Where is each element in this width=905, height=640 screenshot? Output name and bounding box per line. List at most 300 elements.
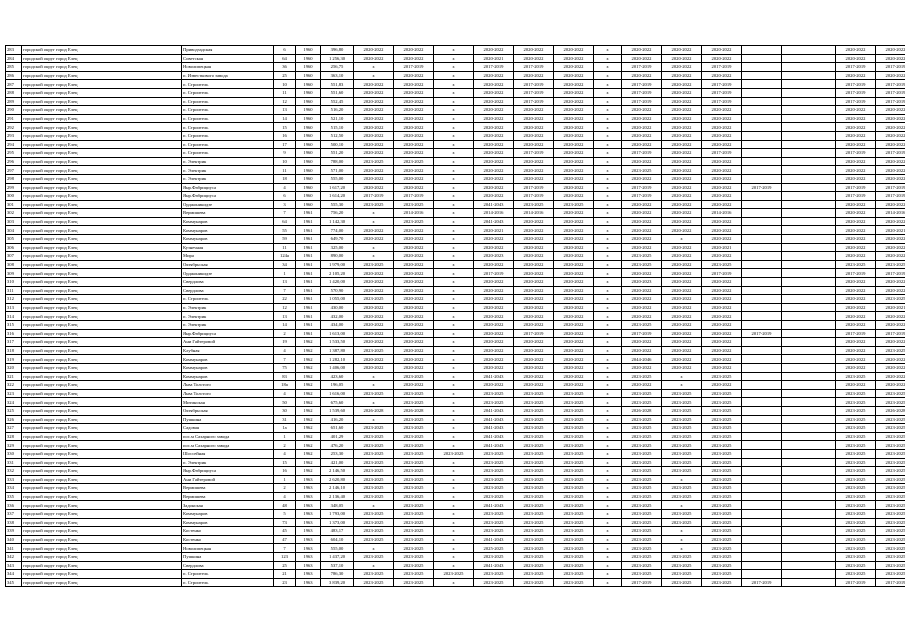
cell-municipality: городской округ город Елец <box>22 492 182 501</box>
cell-repair-period-9: 2023-2025 <box>662 441 702 450</box>
cell-repair-period-7: х <box>594 252 622 261</box>
cell-municipality: городской округ город Елец <box>22 46 182 55</box>
cell-repair-period-4: 2020-2022 <box>474 46 514 55</box>
cell-repair-period-12 <box>782 303 836 312</box>
cell-house-number: 55 <box>274 226 296 235</box>
cell-municipality: городской округ город Елец <box>22 432 182 441</box>
cell-repair-period-11 <box>742 510 782 519</box>
cell-repair-period-12 <box>782 243 836 252</box>
cell-area: 1 420,00 <box>321 278 354 287</box>
cell-repair-period-3: х <box>434 269 474 278</box>
cell-repair-period-9: 2020-2022 <box>662 278 702 287</box>
cell-year-built: 1962 <box>296 449 321 458</box>
cell-repair-period-2: 2017-2019 <box>394 63 434 72</box>
cell-house-number: 4 <box>274 389 296 398</box>
cell-repair-period-5: 2023-2025 <box>514 535 554 544</box>
cell-repair-period-12 <box>782 321 836 330</box>
cell-repair-period-5: 2023-2025 <box>514 578 554 587</box>
cell-house-number: 2 <box>274 484 296 493</box>
cell-repair-period-8: 2023-2025 <box>622 166 662 175</box>
cell-repair-period-8: 2023-2025 <box>622 527 662 536</box>
cell-house-number: 6 <box>274 46 296 55</box>
cell-repair-period-4: 2017-2019 <box>474 63 514 72</box>
cell-area: 555,30 <box>321 200 354 209</box>
cell-house-number: 17 <box>274 140 296 149</box>
cell-repair-period-7: х <box>594 492 622 501</box>
cell-repair-period-5: 2020-2022 <box>514 114 554 123</box>
cell-repair-period-13: 2020-2022 <box>836 235 876 244</box>
cell-repair-period-13: 2023-2025 <box>836 398 876 407</box>
cell-repair-period-8: 2023-2025 <box>622 553 662 562</box>
cell-row-number: 313 <box>6 303 22 312</box>
cell-repair-period-3: х <box>434 458 474 467</box>
cell-repair-period-4: 2041-2043 <box>474 561 514 570</box>
cell-repair-period-4: 2041-2043 <box>474 441 514 450</box>
cell-municipality: городской округ город Елец <box>22 63 182 72</box>
cell-row-number: 302 <box>6 209 22 218</box>
cell-house-number: 19 <box>274 338 296 347</box>
cell-repair-period-5: 2023-2025 <box>514 518 554 527</box>
cell-repair-period-12 <box>782 338 836 347</box>
cell-row-number: 325 <box>6 406 22 415</box>
cell-year-built: 1962 <box>296 346 321 355</box>
cell-repair-period-11 <box>742 338 782 347</box>
cell-repair-period-6: 2020-2022 <box>554 217 594 226</box>
cell-year-built: 1960 <box>296 183 321 192</box>
cell-area: 363,10 <box>321 71 354 80</box>
cell-repair-period-1: 2023-2025 <box>354 157 394 166</box>
cell-repair-period-10: 2020-2022 <box>702 157 742 166</box>
cell-repair-period-2: 2020-2022 <box>394 363 434 372</box>
cell-repair-period-8: 2020-2022 <box>622 174 662 183</box>
cell-year-built: 1962 <box>296 467 321 476</box>
cell-house-number: 13 <box>274 106 296 115</box>
cell-municipality: городской округ город Елец <box>22 106 182 115</box>
cell-repair-period-14: 2017-2019 <box>876 97 905 106</box>
cell-municipality: городской округ город Елец <box>22 131 182 140</box>
cell-repair-period-10: 2023-2025 <box>702 518 742 527</box>
cell-row-number: 296 <box>6 157 22 166</box>
cell-repair-period-13: 2020-2022 <box>836 123 876 132</box>
cell-repair-period-9: 2020-2022 <box>662 286 702 295</box>
cell-repair-period-7: х <box>594 484 622 493</box>
cell-repair-period-2: 2020-2022 <box>394 235 434 244</box>
cell-house-number: 25 <box>274 561 296 570</box>
cell-municipality: городской округ город Елец <box>22 553 182 562</box>
cell-repair-period-2: 2026-2028 <box>394 406 434 415</box>
cell-repair-period-10: 2020-2022 <box>702 71 742 80</box>
cell-repair-period-5: 2020-2022 <box>514 355 554 364</box>
table-row <box>6 406 905 415</box>
cell-street: п. Электрик <box>182 458 274 467</box>
cell-repair-period-1: 2020-2022 <box>354 278 394 287</box>
cell-house-number: 47 <box>274 535 296 544</box>
cell-repair-period-11 <box>742 252 782 261</box>
cell-year-built: 1963 <box>296 561 321 570</box>
cell-repair-period-9: 2020-2022 <box>662 303 702 312</box>
cell-repair-period-13: 2023-2025 <box>836 535 876 544</box>
cell-repair-period-3: х <box>434 80 474 89</box>
cell-repair-period-8: 2023-2025 <box>622 415 662 424</box>
cell-repair-period-11 <box>742 140 782 149</box>
cell-repair-period-9: х <box>662 381 702 390</box>
cell-repair-period-9: 2020-2022 <box>662 123 702 132</box>
cell-repair-period-1: 2020-2022 <box>354 286 394 295</box>
cell-repair-period-7: х <box>594 561 622 570</box>
cell-repair-period-2: 2020-2022 <box>394 54 434 63</box>
cell-repair-period-12 <box>782 174 836 183</box>
cell-street: Коммунаров <box>182 363 274 372</box>
cell-repair-period-6: 2020-2022 <box>554 123 594 132</box>
cell-repair-period-7: х <box>594 183 622 192</box>
cell-repair-period-5: 2020-2022 <box>514 269 554 278</box>
cell-repair-period-5: 2020-2022 <box>514 157 554 166</box>
cell-repair-period-12 <box>782 131 836 140</box>
cell-repair-period-11 <box>742 106 782 115</box>
cell-repair-period-10: 2023-2025 <box>702 398 742 407</box>
cell-repair-period-12 <box>782 183 836 192</box>
cell-row-number: 289 <box>6 97 22 106</box>
cell-repair-period-13: 2020-2022 <box>836 174 876 183</box>
cell-area: 788,00 <box>321 157 354 166</box>
cell-municipality: городской округ город Елец <box>22 71 182 80</box>
table-row <box>6 252 905 261</box>
cell-repair-period-10: 2020-2022 <box>702 46 742 55</box>
cell-repair-period-12 <box>782 54 836 63</box>
cell-repair-period-2: 2020-2022 <box>394 269 434 278</box>
cell-repair-period-2: 2020-2022 <box>394 114 434 123</box>
cell-repair-period-4: 2023-2025 <box>474 449 514 458</box>
cell-repair-period-14: 2017-2019 <box>876 269 905 278</box>
cell-repair-period-10: 2020-2022 <box>702 131 742 140</box>
cell-repair-period-2: 2020-2022 <box>394 88 434 97</box>
cell-repair-period-6: 2023-2025 <box>554 553 594 562</box>
cell-street: Приводзадская <box>182 46 274 55</box>
cell-street: п. Строитель <box>182 570 274 579</box>
cell-repair-period-13: 2020-2022 <box>836 226 876 235</box>
cell-repair-period-5: 2020-2022 <box>514 286 554 295</box>
cell-row-number: 288 <box>6 88 22 97</box>
cell-repair-period-3: х <box>434 252 474 261</box>
cell-repair-period-12 <box>782 398 836 407</box>
cell-repair-period-11 <box>742 123 782 132</box>
cell-repair-period-6: 2023-2025 <box>554 424 594 433</box>
cell-house-number: 10 <box>274 157 296 166</box>
cell-repair-period-12 <box>782 355 836 364</box>
cell-row-number: 311 <box>6 286 22 295</box>
cell-repair-period-11 <box>742 303 782 312</box>
cell-repair-period-13: 2023-2025 <box>836 458 876 467</box>
cell-year-built: 1962 <box>296 372 321 381</box>
cell-repair-period-11 <box>742 226 782 235</box>
cell-repair-period-12 <box>782 140 836 149</box>
cell-year-built: 1960 <box>296 174 321 183</box>
cell-house-number: 4 <box>274 449 296 458</box>
cell-repair-period-8: 2023-2025 <box>622 432 662 441</box>
cell-repair-period-3: х <box>434 166 474 175</box>
cell-repair-period-5: 2020-2022 <box>514 217 554 226</box>
cell-repair-period-1: х <box>354 381 394 390</box>
cell-row-number: 342 <box>6 553 22 562</box>
cell-area: 1 406,00 <box>321 363 354 372</box>
cell-repair-period-2: 2020-2022 <box>394 312 434 321</box>
cell-street: Задонская <box>182 501 274 510</box>
cell-repair-period-5: 2020-2022 <box>514 71 554 80</box>
cell-repair-period-1: 2023-2025 <box>354 458 394 467</box>
cell-repair-period-6: 2023-2025 <box>554 578 594 587</box>
cell-house-number: 16 <box>274 467 296 476</box>
table-row <box>6 166 905 175</box>
cell-repair-period-2: 2023-2025 <box>394 424 434 433</box>
cell-repair-period-12 <box>782 278 836 287</box>
cell-street: Костенко <box>182 527 274 536</box>
cell-house-number: 4 <box>274 346 296 355</box>
cell-repair-period-9: 2020-2022 <box>662 346 702 355</box>
cell-municipality: городской округ город Елец <box>22 535 182 544</box>
cell-area: 1 979,00 <box>321 260 354 269</box>
cell-area: 2 146,50 <box>321 467 354 476</box>
cell-repair-period-13: 2017-2019 <box>836 183 876 192</box>
cell-repair-period-7: х <box>594 321 622 330</box>
cell-repair-period-8: 2023-2025 <box>622 467 662 476</box>
cell-repair-period-5: 2020-2022 <box>514 295 554 304</box>
cell-repair-period-2: 2023-2025 <box>394 484 434 493</box>
cell-repair-period-4: 2020-2022 <box>474 131 514 140</box>
cell-repair-period-11 <box>742 131 782 140</box>
cell-repair-period-4: 2025-2025 <box>474 544 514 553</box>
cell-repair-period-1: 2023-2025 <box>354 518 394 527</box>
cell-repair-period-7: х <box>594 432 622 441</box>
cell-repair-period-8: 2020-2022 <box>622 312 662 321</box>
cell-repair-period-13: 2020-2022 <box>836 209 876 218</box>
cell-repair-period-13: 2020-2022 <box>836 346 876 355</box>
cell-area: 521,10 <box>321 114 354 123</box>
cell-repair-period-2: 2023-2025 <box>394 467 434 476</box>
cell-repair-period-12 <box>782 157 836 166</box>
cell-street: Коммунаров <box>182 518 274 527</box>
cell-repair-period-13: 2020-2022 <box>836 243 876 252</box>
cell-repair-period-7: х <box>594 88 622 97</box>
cell-repair-period-2: 2020-2022 <box>394 166 434 175</box>
cell-repair-period-12 <box>782 71 836 80</box>
cell-repair-period-9: 2023-2025 <box>662 449 702 458</box>
cell-repair-period-14: 2023-2025 <box>876 458 905 467</box>
cell-repair-period-12 <box>782 63 836 72</box>
cell-repair-period-13: 2023-2025 <box>836 561 876 570</box>
cell-house-number: 45 <box>274 527 296 536</box>
cell-row-number: 321 <box>6 372 22 381</box>
cell-repair-period-4: 2041-2043 <box>474 415 514 424</box>
cell-repair-period-8: 2017-2019 <box>622 97 662 106</box>
cell-row-number: 291 <box>6 114 22 123</box>
cell-repair-period-12 <box>782 209 836 218</box>
cell-repair-period-13: 2023-2025 <box>836 424 876 433</box>
cell-repair-period-6: 2023-2025 <box>554 389 594 398</box>
cell-repair-period-11 <box>742 441 782 450</box>
cell-street: п. Электрик <box>182 157 274 166</box>
cell-repair-period-2: 2023-2025 <box>394 578 434 587</box>
cell-repair-period-9: х <box>662 544 702 553</box>
table-row <box>6 570 905 579</box>
cell-repair-period-10: 2023-2025 <box>702 492 742 501</box>
cell-repair-period-1: х <box>354 71 394 80</box>
cell-house-number: 16 <box>274 131 296 140</box>
cell-repair-period-5: 2023-2025 <box>514 467 554 476</box>
cell-repair-period-10: 2020-2022 <box>702 286 742 295</box>
cell-municipality: городской округ город Елец <box>22 123 182 132</box>
cell-house-number: 83 <box>274 372 296 381</box>
cell-repair-period-4: 2023-2025 <box>474 458 514 467</box>
cell-row-number: 339 <box>6 527 22 536</box>
cell-repair-period-12 <box>782 329 836 338</box>
cell-repair-period-7: х <box>594 510 622 519</box>
cell-municipality: городской округ город Елец <box>22 458 182 467</box>
cell-repair-period-3: х <box>434 389 474 398</box>
cell-repair-period-5: 2017-2019 <box>514 97 554 106</box>
cell-repair-period-8: 2020-2022 <box>622 123 662 132</box>
cell-repair-period-4: 2041-2043 <box>474 424 514 433</box>
cell-repair-period-5: 2023-2025 <box>514 475 554 484</box>
cell-repair-period-14: 2020-2022 <box>876 381 905 390</box>
cell-row-number: 328 <box>6 432 22 441</box>
cell-repair-period-11 <box>742 166 782 175</box>
cell-repair-period-11 <box>742 235 782 244</box>
cell-house-number: 11 <box>274 166 296 175</box>
cell-area: 512,50 <box>321 131 354 140</box>
table-row <box>6 535 905 544</box>
cell-repair-period-8: 2023-2025 <box>622 389 662 398</box>
cell-year-built: 1962 <box>296 363 321 372</box>
cell-repair-period-12 <box>782 88 836 97</box>
table-row <box>6 286 905 295</box>
cell-repair-period-2: 2023-2025 <box>394 449 434 458</box>
cell-municipality: городской округ город Елец <box>22 406 182 415</box>
cell-repair-period-7: х <box>594 449 622 458</box>
cell-repair-period-8: 2023-2025 <box>622 424 662 433</box>
cell-repair-period-3: х <box>434 535 474 544</box>
cell-municipality: городской округ город Елец <box>22 518 182 527</box>
cell-municipality: городской округ город Елец <box>22 140 182 149</box>
cell-row-number: 310 <box>6 278 22 287</box>
cell-repair-period-14: 2017-2019 <box>876 149 905 158</box>
table-row <box>6 432 905 441</box>
cell-repair-period-12 <box>782 467 836 476</box>
cell-repair-period-4: 2020-2022 <box>474 71 514 80</box>
cell-repair-period-11 <box>742 381 782 390</box>
cell-repair-period-14: 2017-2019 <box>876 192 905 201</box>
cell-repair-period-13: 2023-2025 <box>836 415 876 424</box>
cell-municipality: городской округ город Елец <box>22 303 182 312</box>
cell-repair-period-3: х <box>434 578 474 587</box>
cell-repair-period-1: 2023-2025 <box>354 346 394 355</box>
cell-municipality: городской округ город Елец <box>22 398 182 407</box>
cell-repair-period-9: 2020-2022 <box>662 80 702 89</box>
cell-repair-period-2: 2023-2025 <box>394 157 434 166</box>
table-row <box>6 63 905 72</box>
cell-row-number: 319 <box>6 355 22 364</box>
table-row <box>6 518 905 527</box>
cell-repair-period-13: 2017-2019 <box>836 329 876 338</box>
cell-repair-period-4: 2023-2025 <box>474 510 514 519</box>
cell-repair-period-10: 2020-2022 <box>702 183 742 192</box>
cell-repair-period-9: х <box>662 372 702 381</box>
cell-municipality: городской округ город Елец <box>22 415 182 424</box>
cell-repair-period-9: 2023-2025 <box>662 432 702 441</box>
cell-area: 3 839,20 <box>321 578 354 587</box>
cell-year-built: 1960 <box>296 157 321 166</box>
cell-repair-period-14: 2017-2019 <box>876 80 905 89</box>
cell-repair-period-13: 2017-2019 <box>836 578 876 587</box>
cell-repair-period-2: 2020-2022 <box>394 106 434 115</box>
cell-repair-period-2: 2023-2025 <box>394 527 434 536</box>
cell-repair-period-4: 2020-2023 <box>474 252 514 261</box>
cell-repair-period-13: 2017-2019 <box>836 97 876 106</box>
cell-repair-period-1: 2023-2025 <box>354 527 394 536</box>
cell-repair-period-14: 2023-2025 <box>876 260 905 269</box>
cell-repair-period-6: 2020-2022 <box>554 286 594 295</box>
cell-area: 555,00 <box>321 174 354 183</box>
cell-repair-period-1: 2026-2028 <box>354 406 394 415</box>
cell-area: 756,20 <box>321 209 354 218</box>
cell-street: Ани Гайтеровой <box>182 338 274 347</box>
cell-repair-period-3: х <box>434 235 474 244</box>
cell-year-built: 1961 <box>296 303 321 312</box>
cell-repair-period-3: х <box>434 303 474 312</box>
cell-repair-period-6: 2023-2025 <box>554 406 594 415</box>
cell-repair-period-9: 2020-2022 <box>662 114 702 123</box>
cell-repair-period-14: 2023-2025 <box>876 535 905 544</box>
cell-row-number: 335 <box>6 492 22 501</box>
cell-repair-period-2: 2023-2025 <box>394 200 434 209</box>
cell-repair-period-9: 2023-2025 <box>662 389 702 398</box>
cell-repair-period-8: 2020-2022 <box>622 71 662 80</box>
cell-repair-period-2: 2020-2022 <box>394 183 434 192</box>
cell-repair-period-2: 2023-2025 <box>394 518 434 527</box>
cell-repair-period-10: 2023-2025 <box>702 535 742 544</box>
cell-repair-period-5: 2023-2025 <box>514 432 554 441</box>
cell-repair-period-2: 2020-2022 <box>394 123 434 132</box>
cell-repair-period-5: 2017-2019 <box>514 329 554 338</box>
cell-area: 416,20 <box>321 415 354 424</box>
cell-repair-period-5: 2020-2022 <box>514 46 554 55</box>
cell-repair-period-8: 2017-2019 <box>622 578 662 587</box>
cell-repair-period-14: 2020-2022 <box>876 174 905 183</box>
cell-year-built: 1962 <box>296 389 321 398</box>
cell-repair-period-13: 2020-2022 <box>836 114 876 123</box>
cell-repair-period-7: х <box>594 406 622 415</box>
cell-repair-period-9: 2020-2022 <box>662 63 702 72</box>
cell-repair-period-3: х <box>434 484 474 493</box>
cell-house-number: 15 <box>274 123 296 132</box>
cell-house-number: 2 <box>274 329 296 338</box>
cell-repair-period-1: 2020-2022 <box>354 131 394 140</box>
cell-repair-period-11 <box>742 243 782 252</box>
cell-row-number: 324 <box>6 398 22 407</box>
cell-repair-period-7: х <box>594 458 622 467</box>
cell-repair-period-10: 2020-2022 <box>702 123 742 132</box>
cell-repair-period-8: 2023-2025 <box>622 252 662 261</box>
table-row <box>6 269 905 278</box>
cell-repair-period-4: 2014-2016 <box>474 209 514 218</box>
cell-municipality: городской округ город Елец <box>22 114 182 123</box>
cell-repair-period-4: 2020-2022 <box>474 235 514 244</box>
cell-repair-period-9: 2020-2022 <box>662 166 702 175</box>
cell-repair-period-8: 2020-2022 <box>622 217 662 226</box>
cell-area: 1 614,20 <box>321 192 354 201</box>
cell-municipality: городской округ город Елец <box>22 217 182 226</box>
cell-repair-period-2: 2020-2022 <box>394 97 434 106</box>
cell-repair-period-6: 2020-2022 <box>554 71 594 80</box>
